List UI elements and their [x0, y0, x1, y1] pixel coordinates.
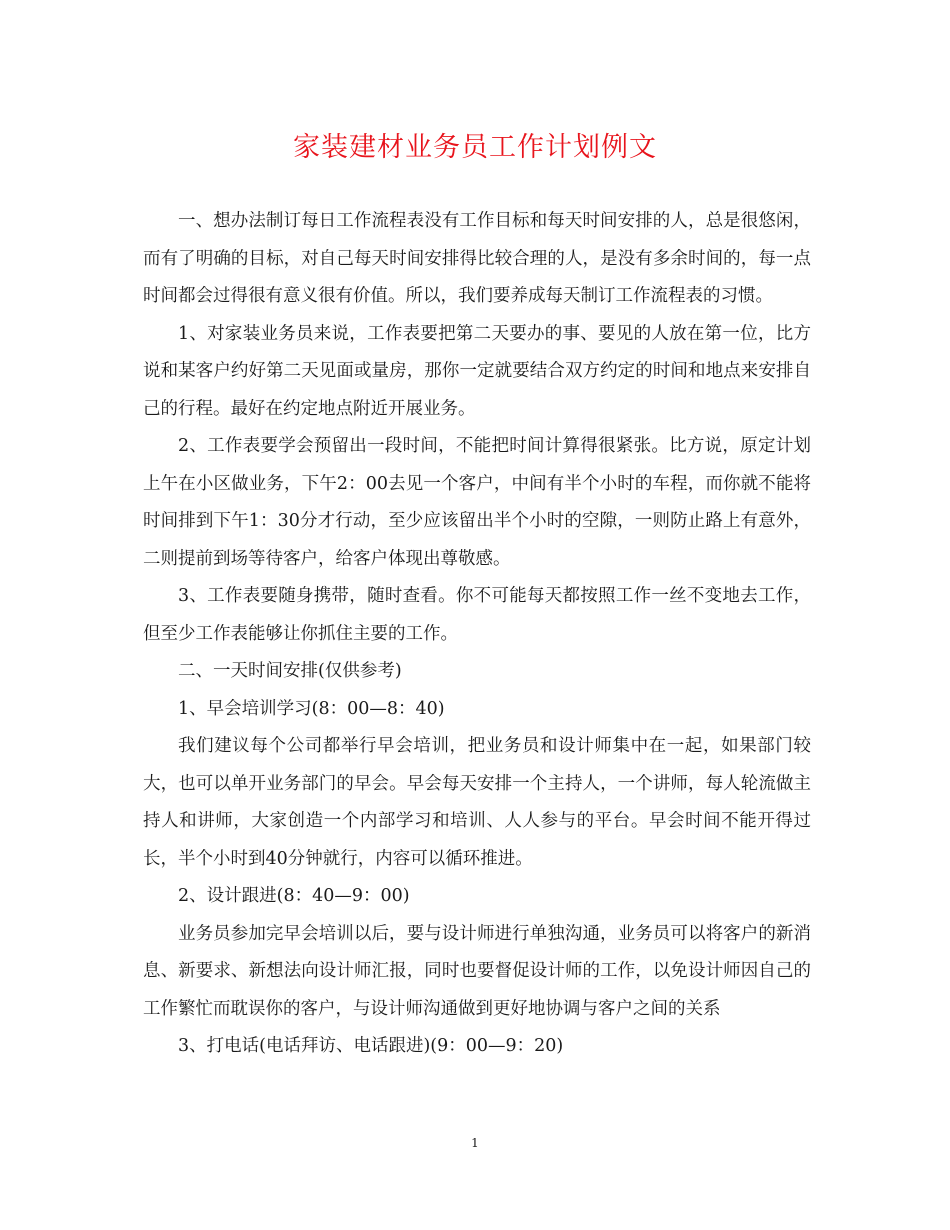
paragraph: 业务员参加完早会培训以后，要与设计师进行单独沟通，业务员可以将客户的新消息、新要求、新想法向设计师汇报，同时也要督促设计师的工作，以免设计师因自己的工作繁忙而耽误你的客户，与设计师沟通做到更好地协调与客户之间的关系 [143, 923, 811, 1019]
paragraph: 我们建议每个公司都举行早会培训，把业务员和设计师集中在一起，如果部门较大，也可以单开业务部门的早会。早会每天安排一个主持人，一个讲师，每人轮流做主持人和讲师，大家创造一个内部学习和培训、人人参与的平台。早会时间不能开得过长，半个小时到40分钟就行，内容可以循环推进。 [143, 736, 811, 869]
subheading: 3、打电话(电话拜访、电话跟进)(9：00—9：20) [178, 1036, 564, 1056]
subheading: 2、设计跟进(8：40—9：00) [178, 886, 410, 906]
paragraph: 3、工作表要随身携带，随时查看。你不可能每天都按照工作一丝不变地去工作，但至少工作表能够让你抓住主要的工作。 [143, 586, 811, 644]
paragraph: 2、工作表要学会预留出一段时间，不能把时间计算得很紧张。比方说，原定计划上午在小区做业务，下午2：00去见一个客户，中间有半个小时的车程，而你就不能将时间排到下午1：30分才行动，至少应该留出半个小时的空隙，一则防止路上有意外，二则提前到场等待客户，给客户体现出尊敬感。 [143, 436, 811, 569]
document-body [143, 203, 811, 1066]
document-title: 家装建材业务员工作计划例文 [293, 132, 657, 163]
page-number: 1 [471, 1136, 479, 1150]
paragraph: 一、想办法制订每日工作流程表没有工作目标和每天时间安排的人，总是很悠闲，而有了明确的目标，对自己每天时间安排得比较合理的人，是没有多余时间的，每一点时间都会过得很有意义很有价值。所以，我们要养成每天制订工作流程表的习惯。 [143, 211, 811, 306]
section-heading: 二、一天时间安排(仅供参考) [178, 661, 402, 681]
subheading: 1、早会培训学习(8：00—8：40) [178, 698, 445, 719]
paragraph: 1、对家装业务员来说，工作表要把第二天要办的事、要见的人放在第一位，比方说和某客户约好第二天见面或量房，那你一定就要结合双方约定的时间和地点来安排自己的行程。最好在约定地点附近开展业务。 [143, 323, 811, 419]
